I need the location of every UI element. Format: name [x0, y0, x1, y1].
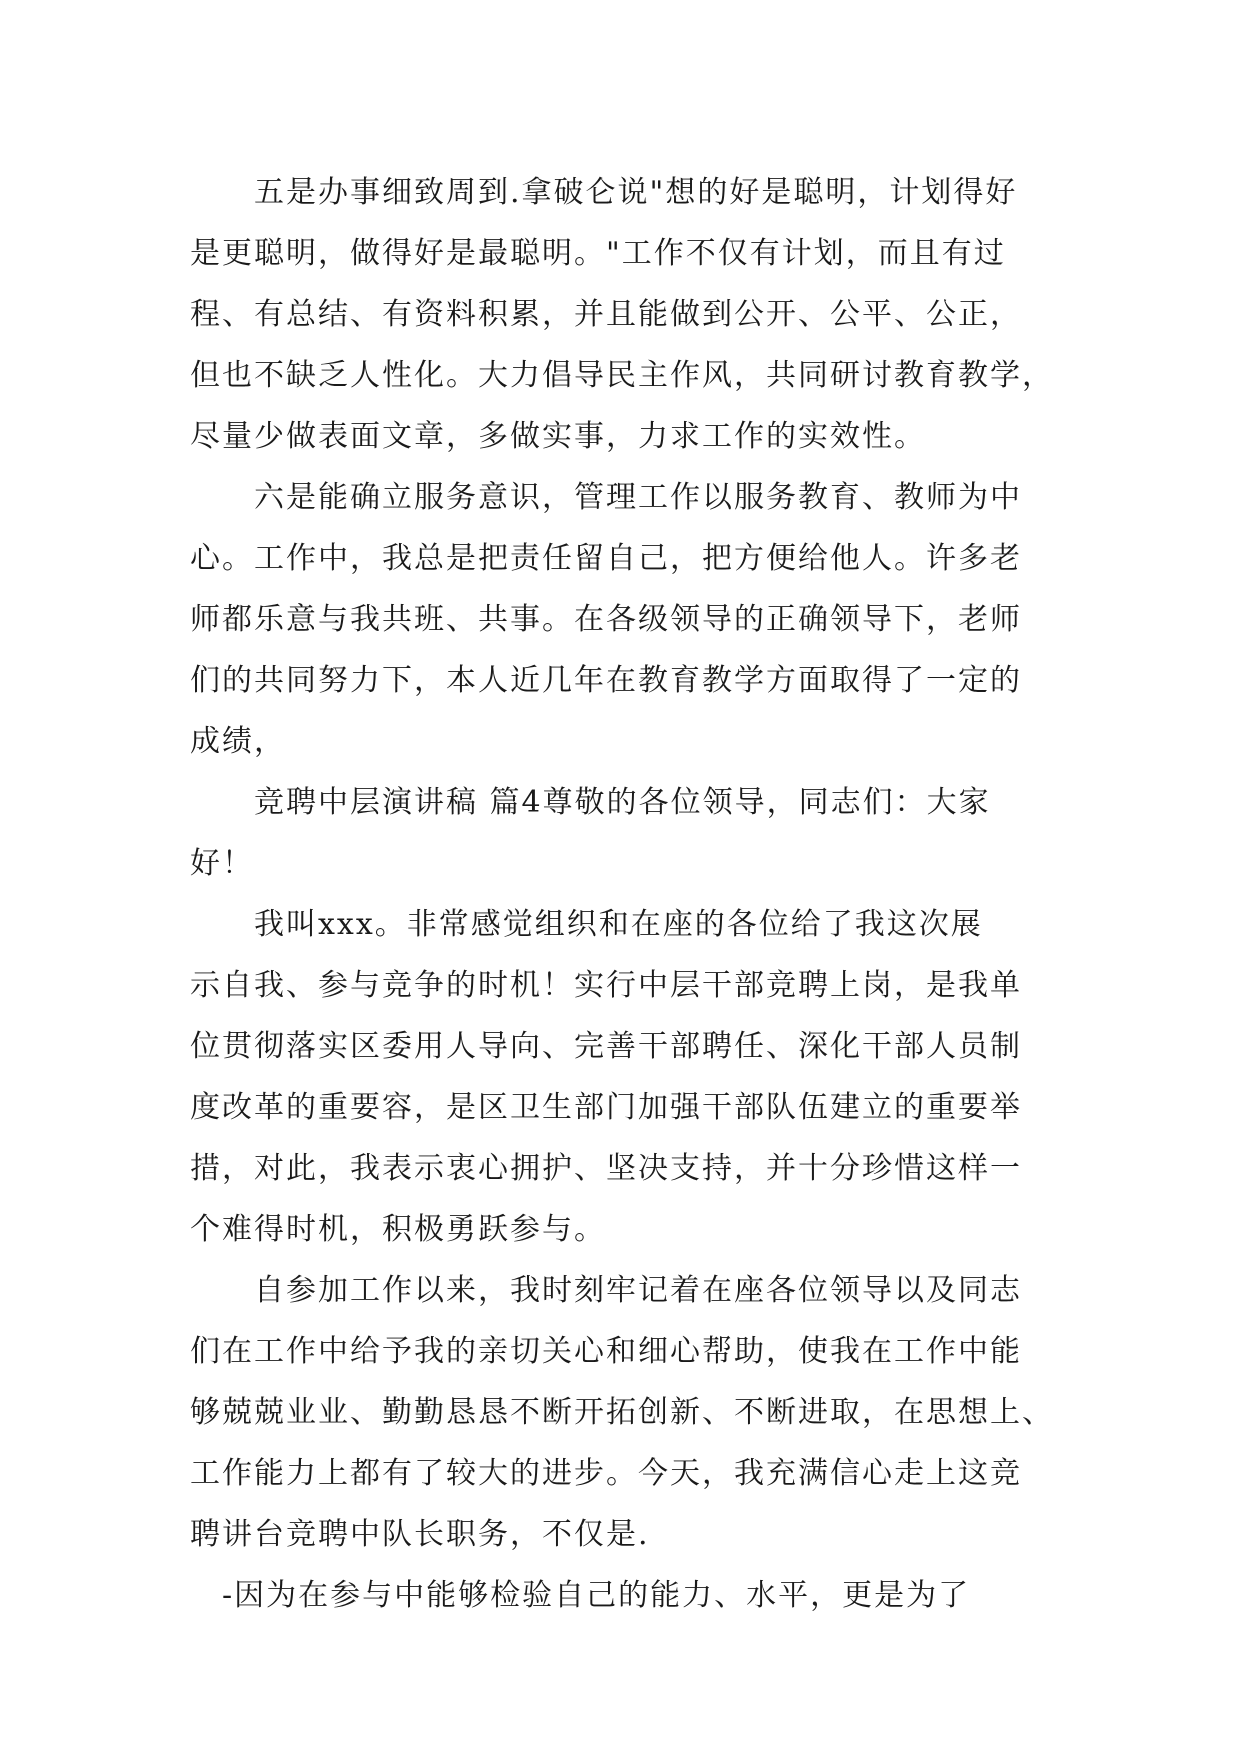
paragraph-work-experience	[190, 1260, 1070, 1565]
text-line: 竞聘中层演讲稿 篇4尊敬的各位领导，同志们：大家	[190, 785, 991, 820]
text-line: 是更聪明，做得好是最聪明。"工作不仅有计划，而且有过	[190, 236, 1006, 271]
text-line: 成绩，	[190, 724, 286, 759]
paragraph-6	[190, 467, 1070, 772]
text-line: 度改革的重要容，是区卫生部门加强干部队伍建立的重要举	[190, 1090, 1022, 1125]
text-line: -因为在参与中能够检验自己的能力、水平，更是为了	[190, 1578, 971, 1613]
text-line: 师都乐意与我共班、共事。在各级领导的正确领导下，老师	[190, 602, 1022, 637]
text-line: 五是办事细致周到.拿破仑说"想的好是聪明，计划得好	[190, 175, 1018, 210]
text-line: 但也不缺乏人性化。大力倡导民主作风，共同研讨教育教学，	[190, 358, 1054, 393]
text-line: 位贯彻落实区委用人导向、完善干部聘任、深化干部人员制	[190, 1029, 1022, 1064]
text-line: 们的共同努力下，本人近几年在教育教学方面取得了一定的	[190, 663, 1022, 698]
text-line: 心。工作中，我总是把责任留自己，把方便给他人。许多老	[190, 541, 1022, 576]
text-line: 六是能确立服务意识，管理工作以服务教育、教师为中	[190, 480, 1022, 515]
paragraph-introduction	[190, 894, 1070, 1260]
paragraph-5	[190, 162, 1070, 467]
text-line: 好！	[190, 846, 254, 881]
paragraph-speech-title	[190, 772, 1070, 894]
text-line: 程、有总结、有资料积累，并且能做到公开、公平、公正，	[190, 297, 1022, 332]
text-line: 尽量少做表面文章，多做实事，力求工作的实效性。	[190, 419, 926, 454]
text-line: 示自我、参与竞争的时机！实行中层干部竞聘上岗，是我单	[190, 968, 1022, 1003]
text-line: 工作能力上都有了较大的进步。今天，我充满信心走上这竞	[190, 1456, 1022, 1491]
text-line: 够兢兢业业、勤勤恳恳不断开拓创新、不断进取，在思想上、	[190, 1395, 1054, 1430]
text-line: 个难得时机，积极勇跃参与。	[190, 1212, 606, 1247]
document-body	[190, 162, 1070, 1626]
text-line: 聘讲台竞聘中队长职务，不仅是.	[190, 1517, 650, 1552]
text-line: 们在工作中给予我的亲切关心和细心帮助，使我在工作中能	[190, 1334, 1022, 1369]
text-line: 措，对此，我表示衷心拥护、坚决支持，并十分珍惜这样一	[190, 1151, 1022, 1186]
paragraph-continuation	[190, 1565, 1070, 1626]
text-line: 我叫xxx。非常感觉组织和在座的各位给了我这次展	[190, 907, 983, 942]
text-line: 自参加工作以来，我时刻牢记着在座各位领导以及同志	[190, 1273, 1022, 1308]
